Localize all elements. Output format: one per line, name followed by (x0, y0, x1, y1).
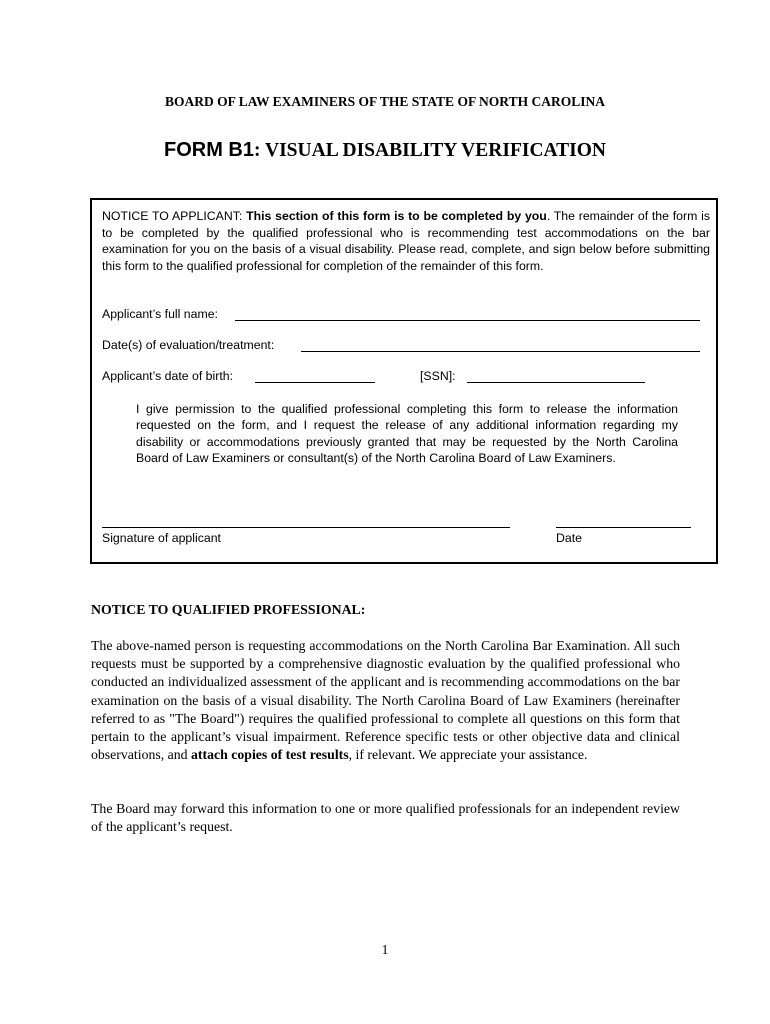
professional-notice-end: , if relevant. We appreciate your assistance. (348, 747, 588, 763)
full-name-field[interactable] (235, 306, 700, 321)
full-name-label: Applicant’s full name: (102, 307, 218, 321)
evaluation-dates-row (102, 337, 700, 355)
professional-notice-text: The above-named person is requesting accommodations on the North Carolina Bar Examination. All such requests must be supported by a comprehensive diagnostic evaluation by the qualified professional who conducted an individualized assessment of the applicant and is recommending accommodations on the bar examination on the basis of a visual disability. The North Carolina Board of Law Examiners (hereinafter referred to as "The Board") requires the qualified professional to complete all questions on this form that pertain to the applicant’s visual impairment. Reference specific tests or other objective data and clinical observations, and (91, 638, 680, 763)
page-number: 1 (381, 942, 389, 957)
independent-review-paragraph: The Board may forward this information to one or more qualified professionals for an independent review of the applicant’s request. (91, 801, 680, 835)
evaluation-dates-field[interactable] (301, 337, 700, 352)
birth-ssn-row (102, 368, 700, 386)
applicant-section-box (90, 198, 718, 564)
professional-notice-paragraph (91, 637, 680, 764)
full-name-row (102, 306, 700, 324)
signature-field[interactable] (102, 527, 510, 528)
birth-date-label: Applicant’s date of birth: (102, 369, 234, 383)
form-title-text: : VISUAL DISABILITY VERIFICATION (254, 140, 606, 161)
birth-date-field[interactable] (255, 368, 375, 383)
professional-notice-heading: NOTICE TO QUALIFIED PROFESSIONAL: (91, 602, 366, 617)
applicant-notice-label: NOTICE TO APPLICANT (102, 209, 239, 223)
ssn-label: [SSN]: (420, 369, 456, 383)
applicant-notice-body: . The remainder of the form is to be completed by the qualified professional who is recommending test accommodations on the bar examination for you on the basis of a visual disability. Please read, complete, and sign below before submitting this form to the qualified professional for completion of the remainder of this form. (102, 209, 710, 273)
ssn-field[interactable] (467, 368, 645, 383)
applicant-notice-emphasis: This section of this form is to be completed by you (246, 209, 547, 223)
signature-date-label: Date (556, 531, 582, 545)
board-title: BOARD OF LAW EXAMINERS OF THE STATE OF NORTH CAROLINA (165, 94, 605, 109)
form-code: FORM B1 (164, 139, 254, 161)
form-title (0, 139, 770, 162)
evaluation-dates-label: Date(s) of evaluation/treatment: (102, 338, 275, 352)
signature-date-field[interactable] (556, 527, 691, 528)
attach-copies-emphasis: attach copies of test results (191, 747, 349, 763)
applicant-notice (102, 208, 710, 274)
applicant-notice-colon: : (238, 209, 247, 223)
signature-label: Signature of applicant (102, 531, 221, 545)
permission-statement: I give permission to the qualified professional completing this form to release the information requested on the form, and I request the release of any additional information regarding my disability or accommodations previously granted that may be requested by the North Carolina Board of Law Examiners or consultant(s) of the North Carolina Board of Law Examiners. (136, 402, 678, 466)
